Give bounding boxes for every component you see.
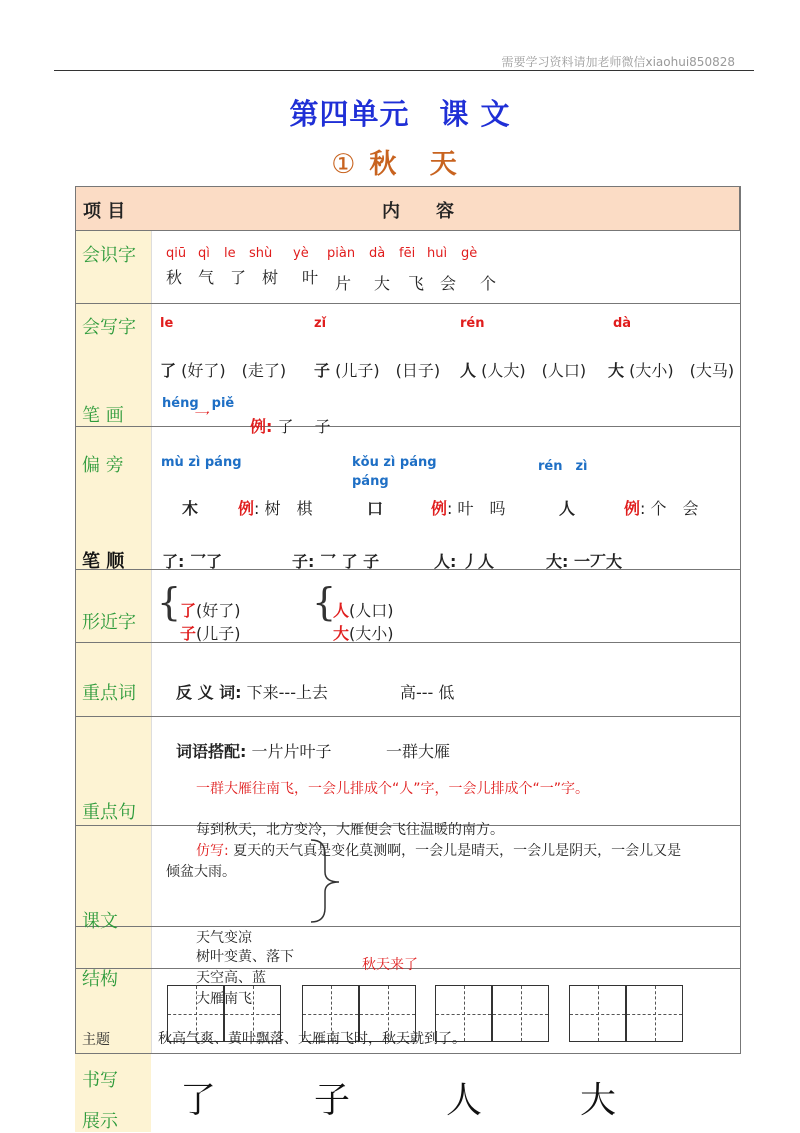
writing-grid (569, 985, 626, 1042)
stroke-example (250, 414, 331, 437)
char: 大 (608, 361, 625, 380)
radical-example (431, 496, 506, 519)
collocation-label: 词语搭配: (176, 742, 247, 761)
table-right-border (740, 186, 741, 1054)
lesson-title (0, 142, 800, 181)
word: (人大) (481, 361, 526, 380)
pinyin: shù (249, 246, 273, 261)
word: (大小) (349, 624, 394, 643)
row-divider (75, 303, 740, 304)
char: 会 (440, 274, 457, 293)
display-char: 了 (180, 1080, 217, 1121)
antonym-label: 反 义 词: (176, 683, 242, 702)
example-text: : 树 棋 (254, 499, 313, 518)
radical-pinyin-extra: páng (352, 474, 389, 489)
stroke-order (162, 549, 222, 572)
radical-pinyin: rén zì (538, 459, 588, 474)
structure-brace (305, 838, 349, 924)
example-label: 例 (431, 499, 448, 518)
char: 大 (333, 624, 350, 643)
char: 片 (335, 274, 352, 293)
pinyin: dà (613, 316, 632, 331)
imitate-text-continued: 倾盆大雨。 (166, 864, 236, 880)
label-writing: 书写 (82, 1070, 118, 1091)
char: 气 (198, 268, 215, 287)
similar-item (180, 621, 241, 644)
write-group (608, 358, 734, 381)
pinyin: yè (293, 246, 309, 261)
label-display: 展示 (82, 1111, 118, 1132)
label-text: 课文 (82, 911, 118, 932)
order-char: 人: (434, 552, 457, 571)
example-label: 例: (250, 417, 273, 436)
word: (大马) (689, 361, 735, 380)
radical-example (624, 496, 699, 519)
radical-pinyin: mù zì páng (161, 455, 242, 470)
collocation-2: 一群大雁 (386, 742, 451, 761)
watermark: 需要学习资料请加老师微信xiaohui850828 (501, 55, 735, 69)
structure-line: 大雁南飞 (196, 991, 252, 1007)
brace: { (157, 580, 182, 624)
header-content: 内 容 (382, 201, 454, 222)
label-structure: 结构 (82, 969, 118, 990)
theme-text: 秋高气爽、黄叶飘落、大雁南飞时，秋天就到了。 (158, 1031, 466, 1047)
char: 飞 (408, 274, 425, 293)
key-sentence-2: 每到秋天，北方变冷，大雁便会飞往温暖的南方。 (196, 822, 504, 838)
unit-title: 第四单元 课 文 (289, 97, 511, 131)
pinyin: gè (461, 246, 478, 261)
display-char: 人 (446, 1080, 483, 1121)
label-keysent: 重点句 (82, 802, 136, 823)
similar-item (333, 598, 394, 621)
pinyin: qì (198, 246, 210, 261)
structure-line: 天空高、蓝 (196, 970, 266, 986)
char: 大 (374, 274, 391, 293)
row-divider (75, 426, 740, 427)
imitate-label: 仿写: (196, 843, 229, 859)
pinyin: zǐ (314, 316, 327, 331)
label-stroke: 笔 画 (82, 405, 124, 426)
pinyin: piàn (327, 246, 356, 261)
pinyin: rén (460, 316, 485, 331)
word: (人口) (541, 361, 587, 380)
similar-item (180, 598, 241, 621)
radical-example (238, 496, 313, 519)
order-char: 子: (292, 552, 315, 571)
pinyin: qiū (166, 246, 187, 261)
label-keywords: 重点词 (82, 683, 136, 704)
word: (好了) (181, 361, 226, 380)
stroke-glyph: 乛 (194, 409, 211, 428)
char: 秋 (166, 268, 183, 287)
writing-grid (626, 985, 683, 1042)
example-text: : 叶 吗 (447, 499, 506, 518)
radical-char: 人 (559, 499, 576, 518)
order-steps: 丿人 (461, 552, 494, 571)
char: 子 (314, 361, 331, 380)
example-text: : 个 会 (640, 499, 699, 518)
imitate-text: 夏天的天气真是变化莫测啊，一会儿是晴天，一会儿是阴天，一会儿又是 (233, 843, 682, 859)
example-text: 了 子 (277, 417, 331, 436)
radical-char: 口 (367, 499, 384, 518)
structure-line: 天气变凉 (196, 930, 252, 946)
row-divider (75, 926, 740, 927)
header-rule (54, 70, 754, 71)
structure-center: 秋天来了 (362, 957, 418, 973)
radical-pinyin: kǒu zì páng (352, 455, 437, 470)
stroke-order (434, 549, 494, 572)
key-sentence-1: 一群大雁往南飞，一会儿排成个“人”字，一会儿排成个“一”字。 (196, 781, 590, 797)
order-steps: 一丆大 (573, 552, 622, 571)
pinyin: huì (427, 246, 448, 261)
table-left-border (75, 186, 76, 1054)
row-divider (75, 642, 740, 643)
write-group (314, 358, 440, 381)
example-label: 例 (238, 499, 255, 518)
word: (走了) (241, 361, 287, 380)
order-steps: 乛 了 子 (319, 552, 380, 571)
lesson-number: ① (331, 149, 356, 180)
char: 了 (160, 361, 177, 380)
char: 了 (180, 601, 197, 620)
header-item: 项 目 (83, 201, 126, 222)
antonym-pair: 高--- 低 (400, 683, 455, 702)
antonym-pair: 下来---上去 (246, 683, 328, 702)
label-recognize: 会识字 (82, 245, 136, 266)
display-char: 子 (314, 1080, 351, 1121)
order-char: 了: (162, 552, 185, 571)
label-similar: 形近字 (82, 612, 136, 633)
word: (日子) (395, 361, 441, 380)
lesson-name: 秋 天 (369, 149, 469, 180)
example-label: 例 (624, 499, 641, 518)
word: (人口) (349, 601, 394, 620)
similar-item (333, 621, 394, 644)
char: 叶 (302, 268, 319, 287)
imitate-sentence (196, 840, 681, 860)
label-radical: 偏 旁 (82, 455, 124, 476)
row-divider (75, 1053, 740, 1054)
write-group (460, 358, 586, 381)
radical-char: 木 (182, 499, 199, 518)
word: (大小) (629, 361, 674, 380)
order-char: 大: (546, 552, 569, 571)
char: 个 (480, 274, 497, 293)
structure-line: 树叶变黄、落下 (196, 949, 294, 965)
label-write: 会写字 (82, 317, 136, 338)
pinyin: le (160, 316, 174, 331)
order-steps: 乛了 (189, 552, 222, 571)
collocation-1: 一片片叶子 (251, 742, 332, 761)
row-divider (75, 716, 740, 717)
word: (儿子) (335, 361, 380, 380)
word: (好了) (196, 601, 241, 620)
char: 了 (230, 268, 247, 287)
pinyin: fēi (399, 246, 416, 261)
brace: { (312, 580, 337, 624)
char: 树 (262, 268, 279, 287)
stroke-order (292, 549, 379, 572)
pinyin: le (224, 246, 236, 261)
word: (儿子) (196, 624, 241, 643)
display-char: 大 (580, 1080, 617, 1121)
collocation (176, 739, 332, 762)
pinyin: dà (369, 246, 386, 261)
char: 子 (180, 624, 197, 643)
stroke-order (546, 549, 622, 572)
char: 人 (460, 361, 477, 380)
antonyms (176, 680, 328, 703)
char: 人 (333, 601, 350, 620)
stroke-names: héng piě (162, 396, 235, 411)
label-theme: 主题 (82, 1032, 110, 1048)
write-group (160, 358, 286, 381)
label-order: 笔 顺 (82, 551, 125, 572)
writing-grid (492, 985, 549, 1042)
